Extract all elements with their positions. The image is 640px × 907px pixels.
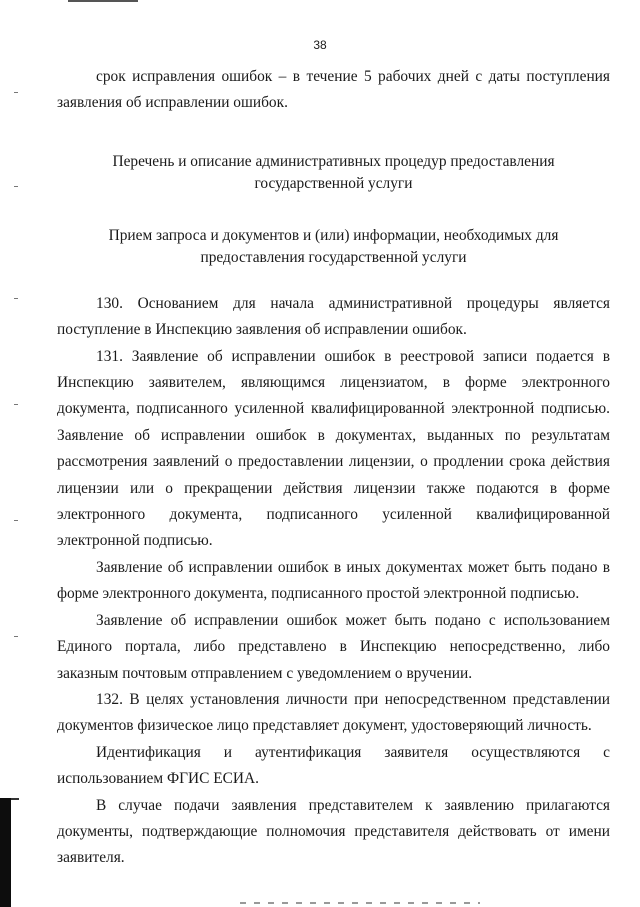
paragraph-132-representative: В случае подачи заявления представителем к заявлению прилагаются документы, подтверждающие полномочия представителя действовать от имени заявителя. [57, 796, 610, 867]
scan-artifact-tick [14, 92, 18, 93]
paragraph-132: 132. В целях установления личности при непосредственном представлении документов физическое лицо представляет документ, удостоверяющий личность. [57, 690, 610, 735]
paragraph-131: 131. Заявление об исправлении ошибок в реестровой записи подается в Инспекцию заявителем, являющимся лицензиатом, в форме электронного документа, подписанного усиленной квалифицированной электронной подписью. Заявление об исправлении ошибок в документах, выданных по результатам рассмотрения заявлений о предоставлении лицензии, о продлении срока действия лицензии или о прекращении действия лицензии также подаются в форме электронного документа, подписанного усиленной квалифицированной электронной подписью. [57, 347, 610, 550]
scan-artifact-tick [14, 186, 18, 187]
paragraph-deadline: срок исправления ошибок – в течение 5 рабочих дней с даты поступления заявления об исправлении ошибок. [57, 68, 610, 112]
scan-artifact-tick [14, 404, 18, 405]
scan-artifact-tick [14, 636, 18, 637]
paragraph-131-other-documents: Заявление об исправлении ошибок в иных документах может быть подано в форме электронного документа, подписанного простой электронной подписью. [57, 558, 610, 603]
scan-artifact-tick [14, 520, 18, 521]
paragraph-130: 130. Основанием для начала административной процедуры является поступление в Инспекцию заявления об исправлении ошибок. [57, 294, 610, 339]
paragraph-131-submission-methods: Заявление об исправлении ошибок может быть подано с использованием Единого портала, либо представлено в Инспекцию непосредственно, либо заказным почтовым отправлением с уведомлением о вручении. [57, 611, 610, 682]
scan-artifact-tick [14, 298, 18, 299]
paragraph-132-identification: Идентификация и аутентификация заявителя осуществляются с использованием ФГИС ЕСИА. [57, 743, 610, 788]
scan-artifact-top-line [68, 0, 138, 2]
scan-artifact-bottom-noise [240, 902, 480, 904]
section-heading: Перечень и описание административных процедур предоставления государственной услуги [112, 152, 555, 192]
document-body [57, 64, 610, 872]
scan-artifact-left-bar [0, 798, 11, 907]
subsection-heading: Прием запроса и документов и (или) информации, необходимых для предоставления государственной услуги [108, 226, 559, 266]
page-number: 38 [313, 38, 327, 52]
scan-artifact-left-line [11, 798, 19, 800]
